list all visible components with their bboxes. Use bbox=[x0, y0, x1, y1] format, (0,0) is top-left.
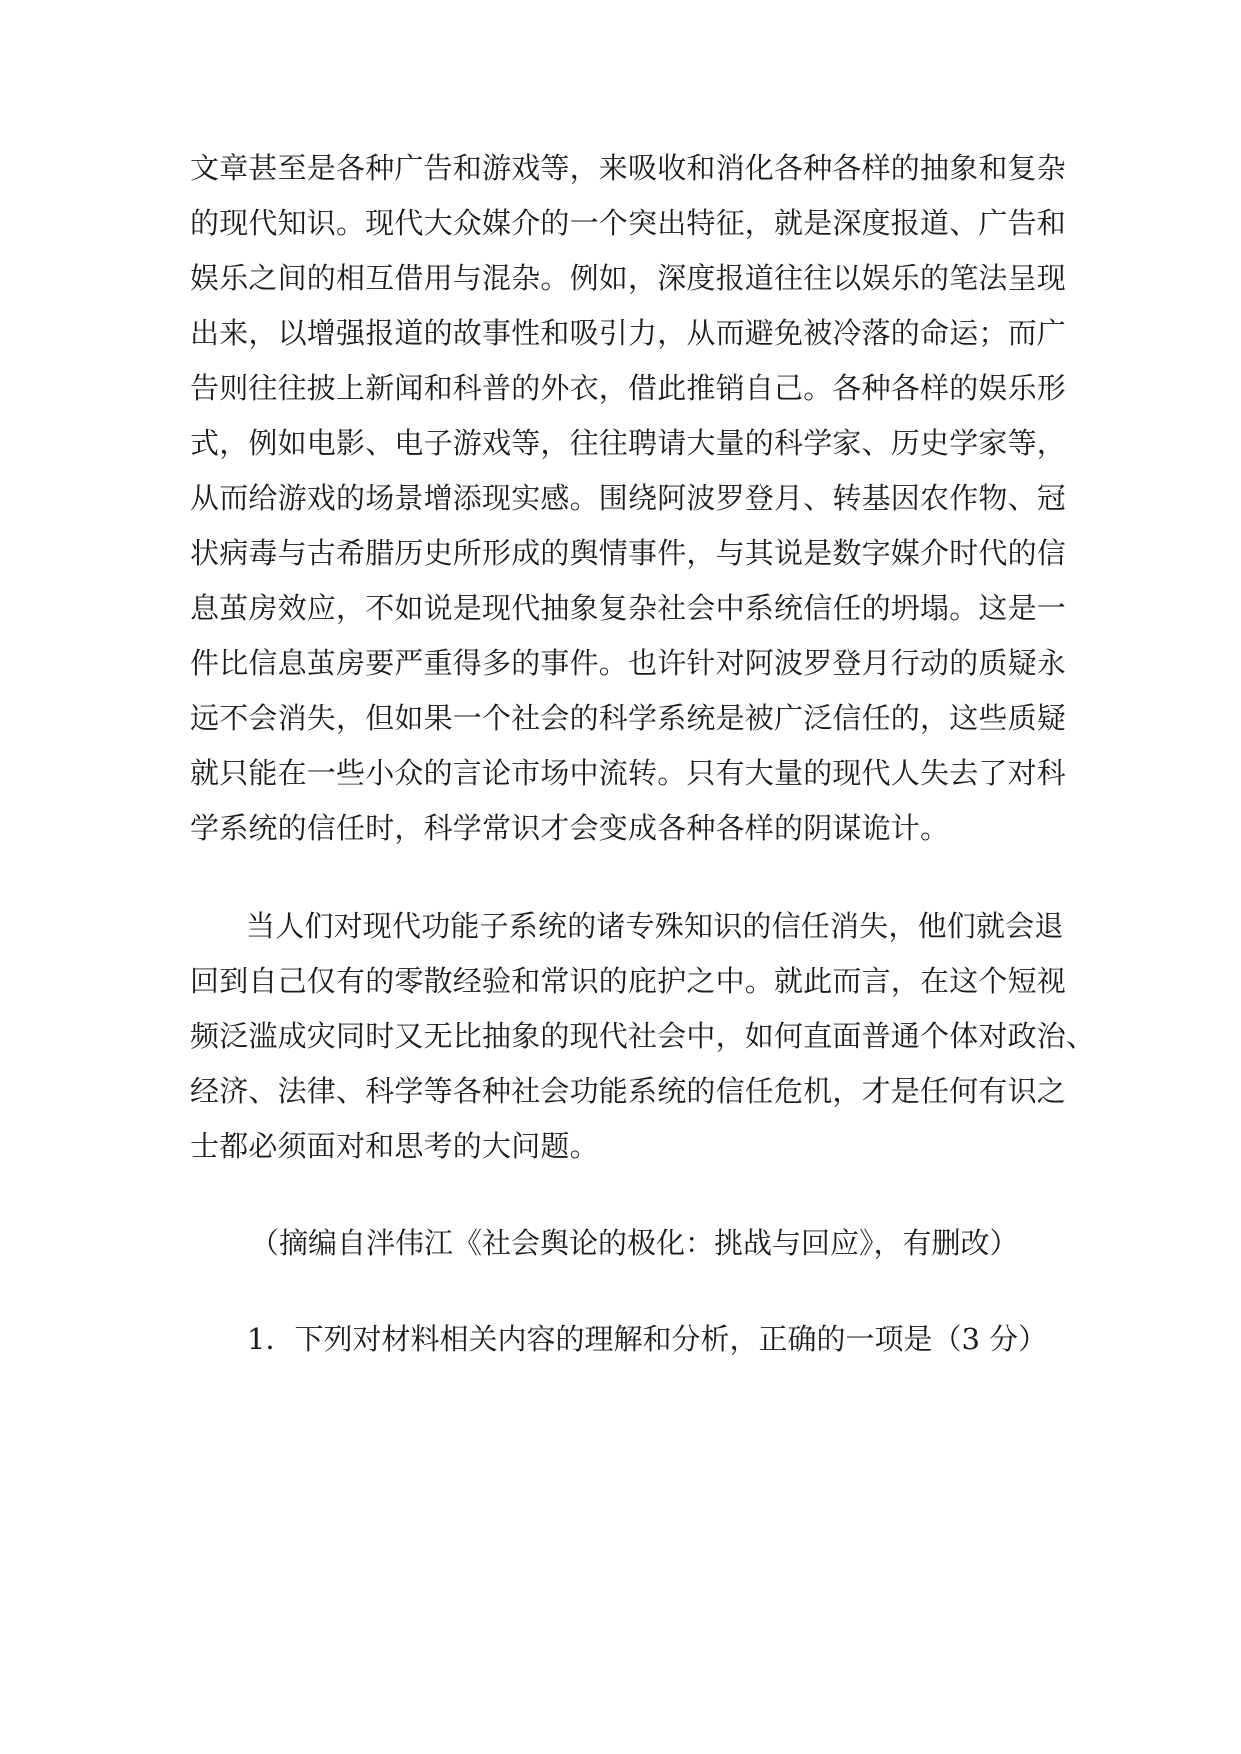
paragraph-line: 出来，以增强报道的故事性和吸引力，从而避免被冷落的命运；而广 bbox=[190, 316, 1067, 350]
paragraph-line: 当人们对现代功能子系统的诸专殊知识的信任消失，他们就会退 bbox=[246, 909, 1064, 943]
paragraph-line: 士都必须面对和思考的大问题。 bbox=[190, 1129, 599, 1163]
paragraph-line: 件比信息茧房要严重得多的事件。也许针对阿波罗登月行动的质疑永 bbox=[190, 646, 1067, 680]
paragraph-line: 娱乐之间的相互借用与混杂。例如，深度报道往往以娱乐的笔法呈现 bbox=[190, 261, 1067, 295]
paragraph-line: 就只能在一些小众的言论市场中流转。只有大量的现代人失去了对科 bbox=[190, 756, 1067, 790]
paragraph-line: 频泛滥成灾同时又无比抽象的现代社会中，如何直面普通个体对政治、 bbox=[190, 1019, 1096, 1053]
paragraph-line: 文章甚至是各种广告和游戏等，来吸收和消化各种各样的抽象和复杂 bbox=[190, 151, 1067, 185]
source-citation: （摘编自泮伟江《社会舆论的极化：挑战与回应》，有删改） bbox=[250, 1226, 1019, 1260]
question-1: 1．下列对材料相关内容的理解和分析，正确的一项是（3 分） bbox=[247, 1322, 1048, 1356]
paragraph-line: 远不会消失，但如果一个社会的科学系统是被广泛信任的，这些质疑 bbox=[190, 701, 1067, 735]
paragraph-line: 回到自己仅有的零散经验和常识的庇护之中。就此而言，在这个短视 bbox=[190, 964, 1067, 998]
paragraph-line: 告则往往披上新闻和科普的外衣，借此推销自己。各种各样的娱乐形 bbox=[190, 371, 1067, 405]
paragraph-line: 经济、法律、科学等各种社会功能系统的信任危机，才是任何有识之 bbox=[190, 1074, 1067, 1108]
paragraph-line: 从而给游戏的场景增添现实感。围绕阿波罗登月、转基因农作物、冠 bbox=[190, 481, 1067, 515]
paragraph-line: 式，例如电影、电子游戏等，往往聘请大量的科学家、历史学家等， bbox=[190, 426, 1067, 460]
paragraph-line: 学系统的信任时，科学常识才会变成各种各样的阴谋诡计。 bbox=[190, 811, 950, 845]
paragraph-line: 的现代知识。现代大众媒介的一个突出特征，就是深度报道、广告和 bbox=[190, 206, 1067, 240]
paragraph-line: 息茧房效应，不如说是现代抽象复杂社会中系统信任的坍塌。这是一 bbox=[190, 591, 1067, 625]
paragraph-line: 状病毒与古希腊历史所形成的舆情事件，与其说是数字媒介时代的信 bbox=[190, 536, 1067, 570]
